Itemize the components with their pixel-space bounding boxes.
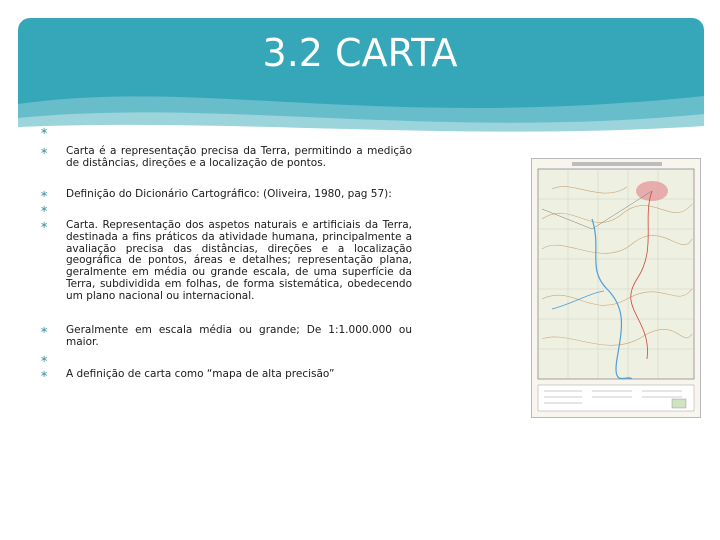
bullet-text: Carta é a representação precisa da Terra, permitindo a medição de distâncias, direções e a localização de pontos. — [66, 145, 412, 169]
bullet-marker: ∗ — [40, 189, 49, 200]
bullet-marker: ∗ — [40, 220, 49, 231]
bullet-text: Geralmente em escala média ou grande; De 1:1.000.000 ou maior. — [66, 324, 412, 348]
bullet-text: A definição de carta como “mapa de alta precisão” — [66, 368, 335, 380]
bullet-marker: ∗ — [40, 126, 49, 137]
bullet-marker: ∗ — [40, 369, 49, 380]
bullet-text: Definição do Dicionário Cartográfico: (Oliveira, 1980, pag 57): — [66, 188, 392, 200]
bullet-marker: ∗ — [40, 354, 49, 365]
bullet-marker: ∗ — [40, 146, 49, 157]
bullet-marker: ∗ — [40, 325, 49, 336]
topographic-map-graphic — [532, 159, 700, 417]
topographic-map-image — [531, 158, 701, 418]
slide-title: 3.2 CARTA — [262, 31, 458, 75]
bullet-text: Carta. Representação dos aspetos naturais e artificiais da Terra, destinada a fins práticos da atividade humana, principalmente a avaliação precisa das distâncias, direções e a localização geográfica de pontos, áreas e detalhes; representação plana, geralmente em média ou grande escala, de uma superfície da Terra, subdividida em folhas, de forma sistemática, obedecendo um plano nacional ou internacional. — [66, 219, 412, 302]
bullet-marker: ∗ — [40, 204, 49, 215]
